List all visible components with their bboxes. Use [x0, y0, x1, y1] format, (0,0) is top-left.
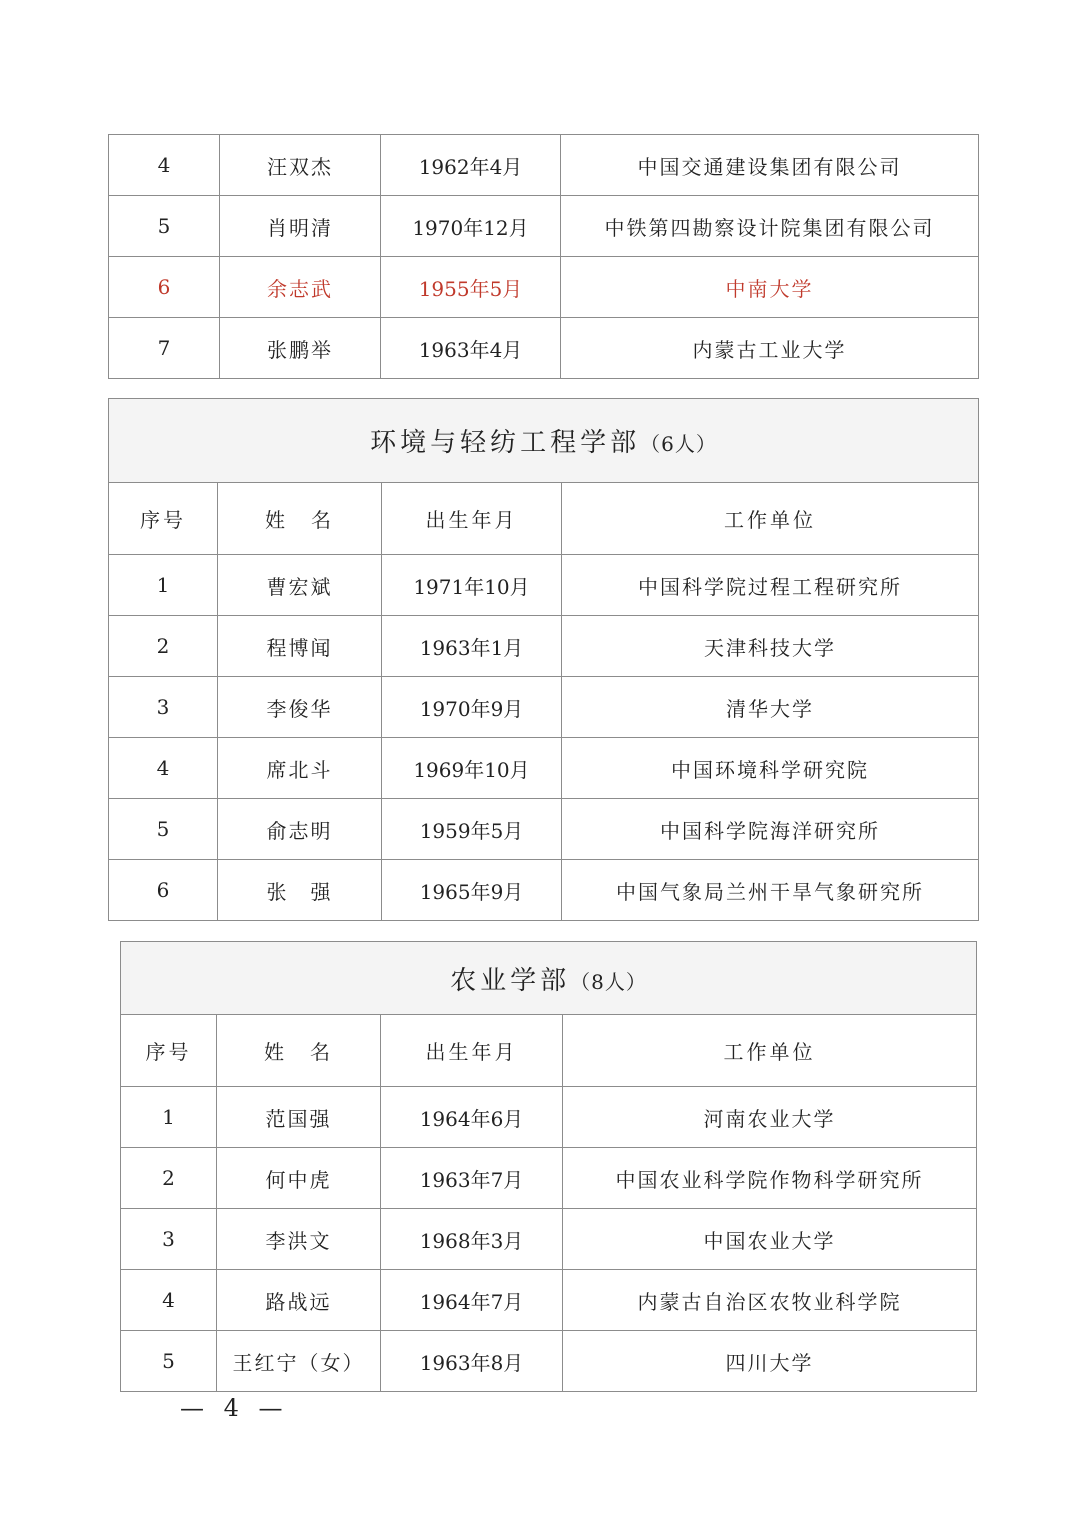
cell-birth: 1970年9月	[382, 677, 562, 738]
cell-name: 曹宏斌	[218, 555, 382, 616]
cell-name: 李洪文	[217, 1209, 381, 1270]
header-no: 序号	[109, 483, 218, 555]
table-row	[109, 555, 979, 616]
cell-birth: 1963年7月	[381, 1148, 563, 1209]
table-row	[121, 1087, 977, 1148]
table-continued	[108, 134, 979, 379]
cell-birth: 1963年8月	[381, 1331, 563, 1392]
cell-unit: 内蒙古工业大学	[561, 318, 979, 379]
cell-unit: 中南大学	[561, 257, 979, 318]
cell-no: 2	[109, 616, 218, 677]
cell-unit: 中国交通建设集团有限公司	[561, 135, 979, 196]
table-row	[121, 1331, 977, 1392]
header-unit: 工作单位	[563, 1015, 977, 1087]
cell-no: 5	[109, 799, 218, 860]
cell-no: 4	[109, 135, 220, 196]
header-birth: 出生年月	[381, 1015, 563, 1087]
section-title-text: 环境与轻纺工程学部	[370, 428, 641, 458]
section-title	[121, 942, 977, 1015]
cell-unit: 中国农业科学院作物科学研究所	[563, 1148, 977, 1209]
cell-birth: 1965年9月	[382, 860, 562, 921]
cell-no: 5	[109, 196, 220, 257]
cell-unit: 中国科学院过程工程研究所	[562, 555, 979, 616]
cell-birth: 1969年10月	[382, 738, 562, 799]
cell-birth: 1963年4月	[381, 318, 561, 379]
cell-no: 7	[109, 318, 220, 379]
cell-no: 3	[109, 677, 218, 738]
cell-no: 5	[121, 1331, 217, 1392]
cell-birth: 1963年1月	[382, 616, 562, 677]
cell-birth: 1964年7月	[381, 1270, 563, 1331]
cell-birth: 1964年6月	[381, 1087, 563, 1148]
cell-name: 俞志明	[218, 799, 382, 860]
cell-name: 肖明清	[220, 196, 381, 257]
table-row	[109, 196, 979, 257]
table-body	[109, 135, 979, 379]
cell-no: 6	[109, 860, 218, 921]
cell-birth: 1955年5月	[381, 257, 561, 318]
cell-no: 2	[121, 1148, 217, 1209]
cell-no: 1	[109, 555, 218, 616]
cell-unit: 中国气象局兰州干旱气象研究所	[562, 860, 979, 921]
cell-birth: 1962年4月	[381, 135, 561, 196]
cell-name: 席北斗	[218, 738, 382, 799]
cell-birth: 1971年10月	[382, 555, 562, 616]
table-row	[109, 677, 979, 738]
header-birth: 出生年月	[382, 483, 562, 555]
table-row	[109, 860, 979, 921]
cell-unit: 中国农业大学	[563, 1209, 977, 1270]
cell-unit: 天津科技大学	[562, 616, 979, 677]
cell-name: 王红宁（女）	[217, 1331, 381, 1392]
table-row	[121, 1270, 977, 1331]
cell-unit: 中国环境科学研究院	[562, 738, 979, 799]
table-row	[109, 257, 979, 318]
cell-no: 1	[121, 1087, 217, 1148]
cell-no: 3	[121, 1209, 217, 1270]
cell-name: 何中虎	[217, 1148, 381, 1209]
cell-unit: 内蒙古自治区农牧业科学院	[563, 1270, 977, 1331]
cell-birth: 1968年3月	[381, 1209, 563, 1270]
cell-name: 张鹏举	[220, 318, 381, 379]
table-agriculture	[120, 941, 977, 1392]
section-count: （6人）	[640, 432, 717, 456]
section-title-text: 农业学部	[450, 965, 571, 996]
cell-name: 余志武	[220, 257, 381, 318]
table-env-textile	[108, 398, 979, 921]
table-row	[121, 1148, 977, 1209]
cell-unit: 四川大学	[563, 1331, 977, 1392]
page-number: — 4 —	[180, 1394, 289, 1422]
table-body	[109, 555, 979, 921]
cell-name: 范国强	[217, 1087, 381, 1148]
table-row	[109, 799, 979, 860]
cell-unit: 中铁第四勘察设计院集团有限公司	[561, 196, 979, 257]
table-body	[121, 1087, 977, 1392]
cell-birth: 1970年12月	[381, 196, 561, 257]
cell-name: 汪双杰	[220, 135, 381, 196]
header-unit: 工作单位	[562, 483, 979, 555]
cell-unit: 河南农业大学	[563, 1087, 977, 1148]
table-row	[109, 318, 979, 379]
section-count: （8人）	[570, 969, 647, 994]
cell-unit: 清华大学	[562, 677, 979, 738]
cell-name: 路战远	[217, 1270, 381, 1331]
section-title	[109, 399, 979, 483]
header-name: 姓 名	[217, 1015, 381, 1087]
cell-no: 6	[109, 257, 220, 318]
table-row	[121, 1209, 977, 1270]
cell-name: 李俊华	[218, 677, 382, 738]
header-name: 姓 名	[218, 483, 382, 555]
cell-name: 张 强	[218, 860, 382, 921]
table-row	[109, 616, 979, 677]
cell-no: 4	[121, 1270, 217, 1331]
cell-birth: 1959年5月	[382, 799, 562, 860]
table-row	[109, 135, 979, 196]
cell-name: 程博闻	[218, 616, 382, 677]
cell-unit: 中国科学院海洋研究所	[562, 799, 979, 860]
cell-no: 4	[109, 738, 218, 799]
header-no: 序号	[121, 1015, 217, 1087]
table-row	[109, 738, 979, 799]
